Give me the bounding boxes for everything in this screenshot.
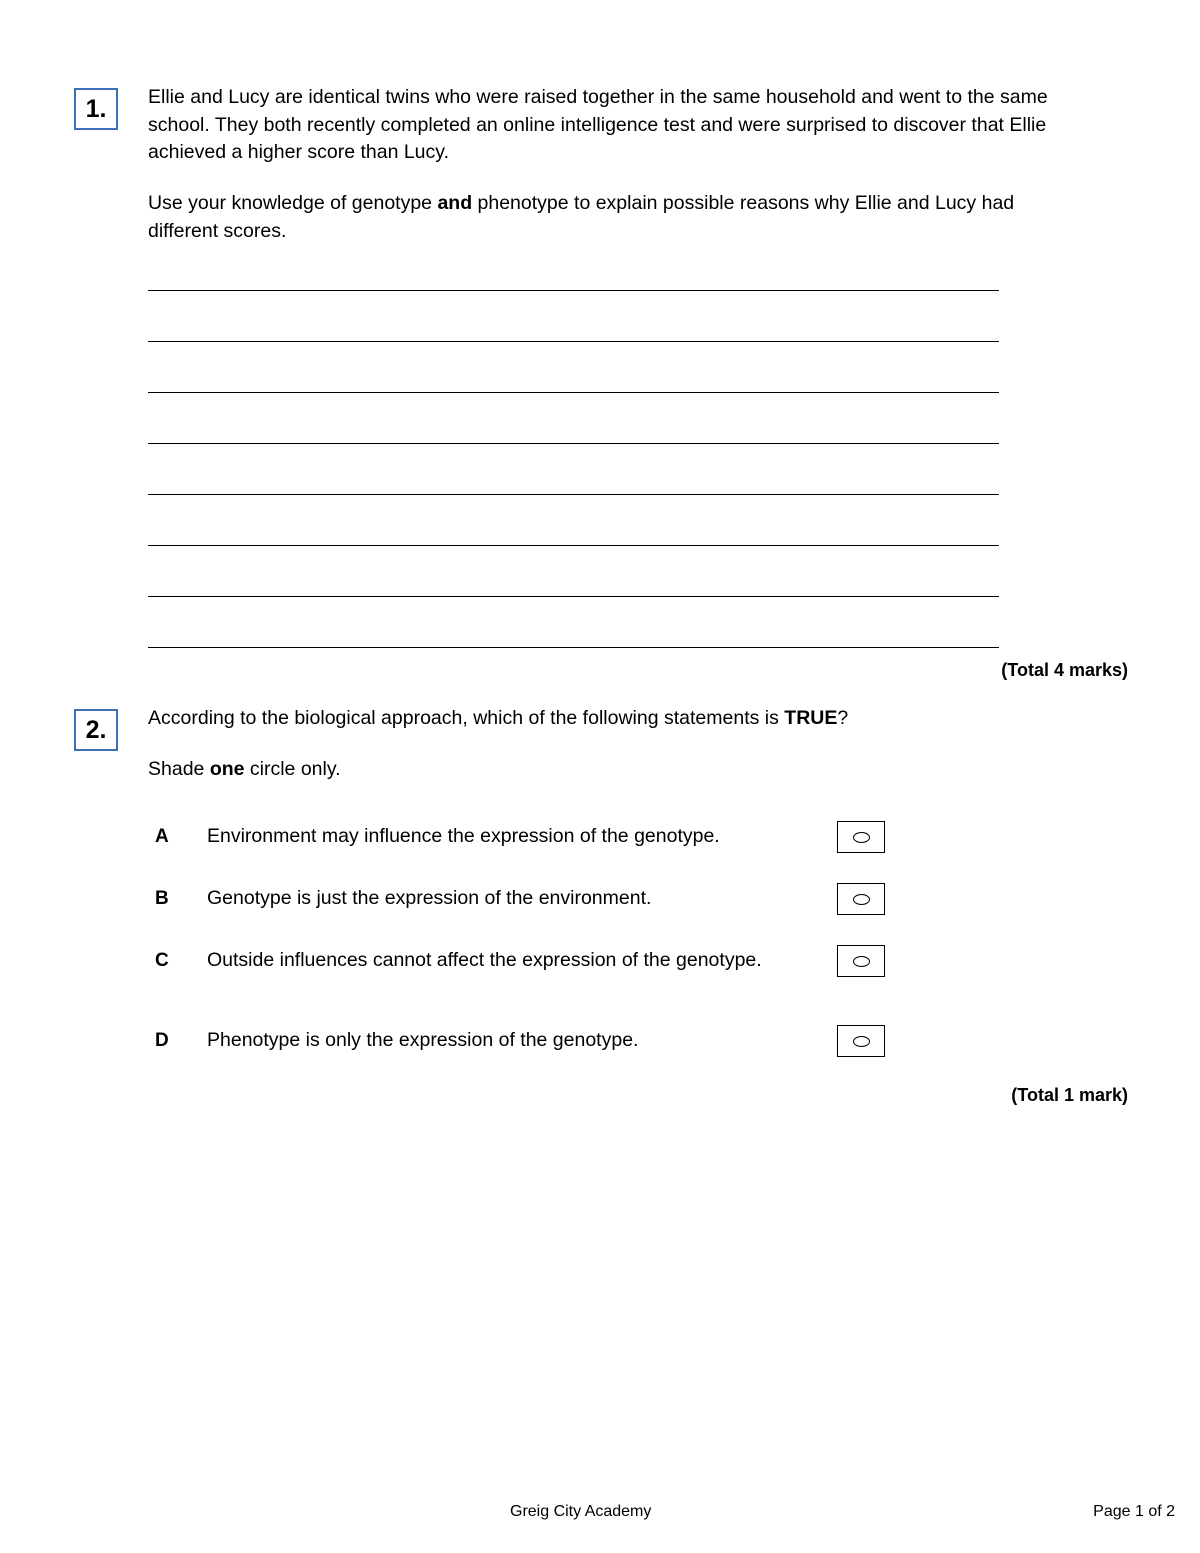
answer-line[interactable] bbox=[148, 545, 999, 546]
question-number-box bbox=[74, 709, 118, 751]
answer-circle[interactable] bbox=[853, 894, 870, 905]
answer-box-a[interactable] bbox=[837, 821, 885, 853]
question-number: 2. bbox=[85, 715, 107, 744]
answer-line[interactable] bbox=[148, 392, 999, 393]
question-number-box bbox=[74, 88, 118, 130]
option-text: Environment may influence the expression of the genotype. bbox=[207, 825, 720, 847]
answer-line[interactable] bbox=[148, 596, 999, 597]
answer-circle[interactable] bbox=[853, 1036, 870, 1047]
question-prompt: Use your knowledge of genotype and phenotype to explain possible reasons why Ellie and Lucy had different scores. bbox=[148, 192, 1015, 242]
total-marks: (Total 1 mark) bbox=[1011, 1085, 1128, 1105]
option-letter: B bbox=[155, 888, 169, 909]
answer-line[interactable] bbox=[148, 647, 999, 648]
answer-line[interactable] bbox=[148, 443, 999, 444]
option-letter: A bbox=[155, 826, 169, 847]
total-marks: (Total 4 marks) bbox=[1001, 660, 1128, 680]
answer-circle[interactable] bbox=[853, 832, 870, 843]
answer-box-b[interactable] bbox=[837, 883, 885, 915]
option-text: Genotype is just the expression of the environment. bbox=[207, 887, 652, 909]
emphasis: TRUE bbox=[784, 707, 838, 729]
footer-page-number: Page 1 of 2 bbox=[1093, 1503, 1175, 1520]
option-letter: C bbox=[155, 950, 169, 971]
option-letter: D bbox=[155, 1030, 169, 1051]
answer-line[interactable] bbox=[148, 290, 999, 291]
answer-line[interactable] bbox=[148, 341, 999, 342]
emphasis: one bbox=[209, 758, 245, 780]
answer-line[interactable] bbox=[148, 494, 999, 495]
question-instruction: Shade one circle only. bbox=[148, 758, 341, 780]
option-text: Phenotype is only the expression of the genotype. bbox=[207, 1029, 639, 1051]
answer-box-d[interactable] bbox=[837, 1025, 885, 1057]
answer-box-c[interactable] bbox=[837, 945, 885, 977]
question-intro: Ellie and Lucy are identical twins who were raised together in the same household and went to the same school. They both recently completed an online intelligence test and were surprised to discover that Ellie achieved a higher score than Lucy. bbox=[148, 86, 1048, 163]
footer-school-name: Greig City Academy bbox=[510, 1503, 652, 1520]
answer-circle[interactable] bbox=[853, 956, 870, 967]
question-number: 1. bbox=[85, 94, 107, 123]
emphasis: and bbox=[437, 192, 473, 214]
question-text: According to the biological approach, which of the following statements is TRUE? bbox=[148, 707, 849, 729]
option-text: Outside influences cannot affect the expression of the genotype. bbox=[207, 949, 762, 971]
